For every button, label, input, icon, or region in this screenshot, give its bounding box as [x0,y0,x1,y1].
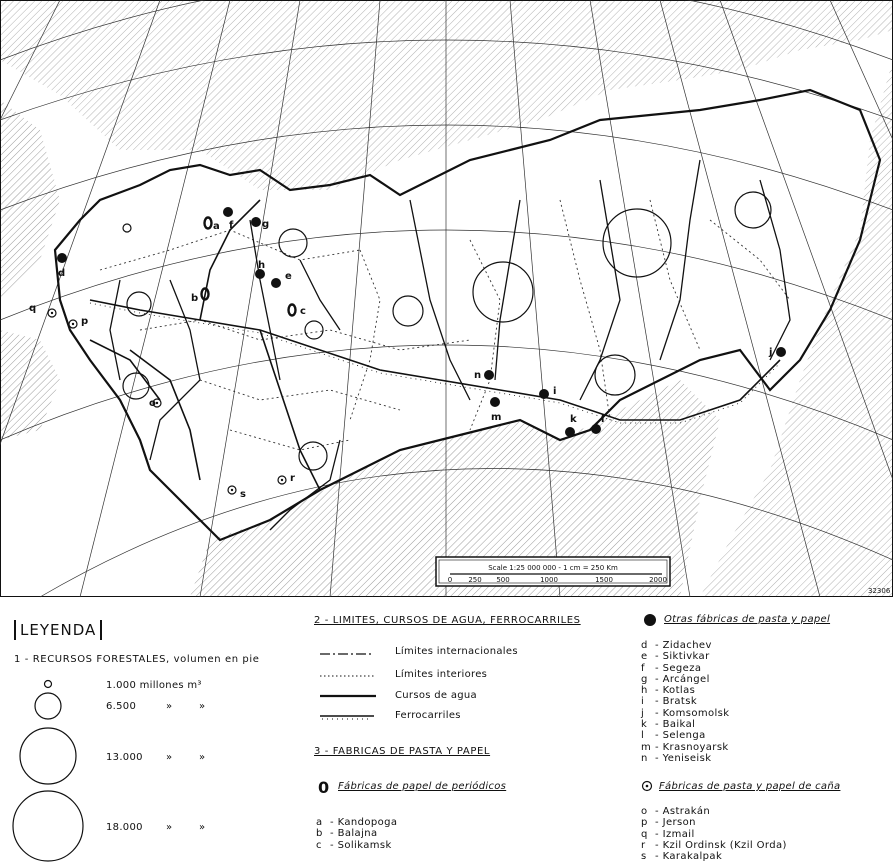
map-label-m: m [491,412,502,423]
list-item: g - Arcángel [641,673,710,685]
list-item: i - Bratsk [641,696,698,708]
legend-circle-medium [35,693,61,719]
newsprint-heading: Fábricas de papel de periódicos [338,781,507,792]
map-label-g: g [262,219,270,230]
limits-item-intl: Límites internacionales [395,646,518,657]
limits-item-rivers: Cursos de agua [395,690,477,701]
factory-marker-g [251,217,261,227]
list-item: l - Selenga [641,730,706,742]
list-item: a - Kandopoga [316,817,398,828]
newsprint-icon: 0 [318,778,330,797]
limits-heading: 2 - LIMITES, CURSOS DE AGUA, FERROCARRILES [314,615,581,626]
list-item: p - Jerson [641,817,696,829]
forest-size-4-unit: » [166,822,173,833]
list-item: q - Izmail [641,828,695,840]
legend-forest-circles [13,681,83,862]
map-label-r: r [290,473,295,484]
list-item: s - Karakalpak [641,851,723,863]
factories-heading: 3 - FABRICAS DE PASTA Y PAPEL [314,746,491,757]
list-item: b - Balajna [316,828,378,840]
factory-marker-e [271,278,281,288]
list-item: r - Kzil Ordinsk (Kzil Orda) [641,839,787,851]
factory-marker-l [591,424,601,434]
limits-item-rail: Ferrocarriles [395,710,461,721]
cane-factories-heading: Fábricas de pasta y papel de caña [659,781,841,792]
legend-circle-large [20,728,76,784]
map-label-j: j [769,347,773,358]
factory-marker-k [565,427,575,437]
forest-size-1: 1.000 millones m³ [106,680,202,691]
legend-other-factory-icon [644,614,656,626]
factory-marker-j [776,347,786,357]
map-label-o: o [149,398,156,409]
legend-title: LEYENDA [14,620,102,640]
map-label-a: a [213,221,220,232]
newsprint-list [316,817,397,851]
scale-bar [436,557,670,586]
limits-item-interior: Límites interiores [395,669,488,680]
map-label-d: d [58,268,66,279]
map-label-q: q [29,303,37,314]
factory-marker-m [490,397,500,407]
scale-tick: 1000 [540,576,558,584]
forest-size-3: 13.000 [106,752,143,763]
forest-size-4-unit: » [199,822,206,833]
legend-circle-xlarge [13,791,83,861]
legend-line-samples [320,654,376,719]
map-label-s: s [240,489,246,500]
map-label-c: c [300,306,306,317]
map-label-n: n [474,370,482,381]
factory-marker-n [484,370,494,380]
scale-label: Scale 1:25 000 000 - 1 cm = 250 Km [488,564,618,572]
scale-tick: 2000 [649,576,667,584]
forest-size-2-unit: » [199,701,206,712]
map-label-b: b [191,293,199,304]
forest-size-3-unit: » [199,752,206,763]
scale-tick: 250 [468,576,482,584]
factory-marker-d [57,253,67,263]
factory-marker-i [539,389,549,399]
legend-circle-small [45,681,52,688]
other-factories-list [641,640,729,764]
scale-tick: 500 [496,576,510,584]
legend-cane-icon [643,782,652,791]
map-label-p: p [81,316,89,327]
list-item: k - Baikal [641,719,696,731]
scale-tick: 0 [447,576,453,584]
map-label-k: k [570,414,577,425]
catalog-number: 32306 [868,587,891,595]
list-item: m - Krasnoyarsk [641,741,729,753]
list-item: f - Segeza [641,662,702,674]
forest-size-2: 6.500 [106,701,137,712]
factory-marker-f [223,207,233,217]
scale-tick: 1500 [595,576,613,584]
list-item: n - Yeniseisk [641,752,712,764]
map-label-f: f [229,220,234,231]
map-label-e: e [285,271,292,282]
list-item: e - Siktivkar [641,651,710,663]
map-label-h: h [258,260,266,271]
forest-heading: 1 - RECURSOS FORESTALES, volumen en pie [14,654,260,665]
map-label-i: i [553,386,557,397]
list-item: c - Solikamsk [316,839,392,851]
forest-size-3-unit: » [166,752,173,763]
other-factories-heading: Otras fábricas de pasta y papel [664,614,831,625]
forest-size-4: 18.000 [106,822,143,833]
forest-size-2-unit: » [166,701,173,712]
list-item: o - Astrakán [641,806,711,817]
list-item: h - Kotlas [641,685,696,697]
map-label-l: l [601,414,605,425]
list-item: j - Komsomolsk [641,707,730,719]
list-item: d - Zidachev [641,640,712,651]
cane-factories-list [641,806,787,862]
